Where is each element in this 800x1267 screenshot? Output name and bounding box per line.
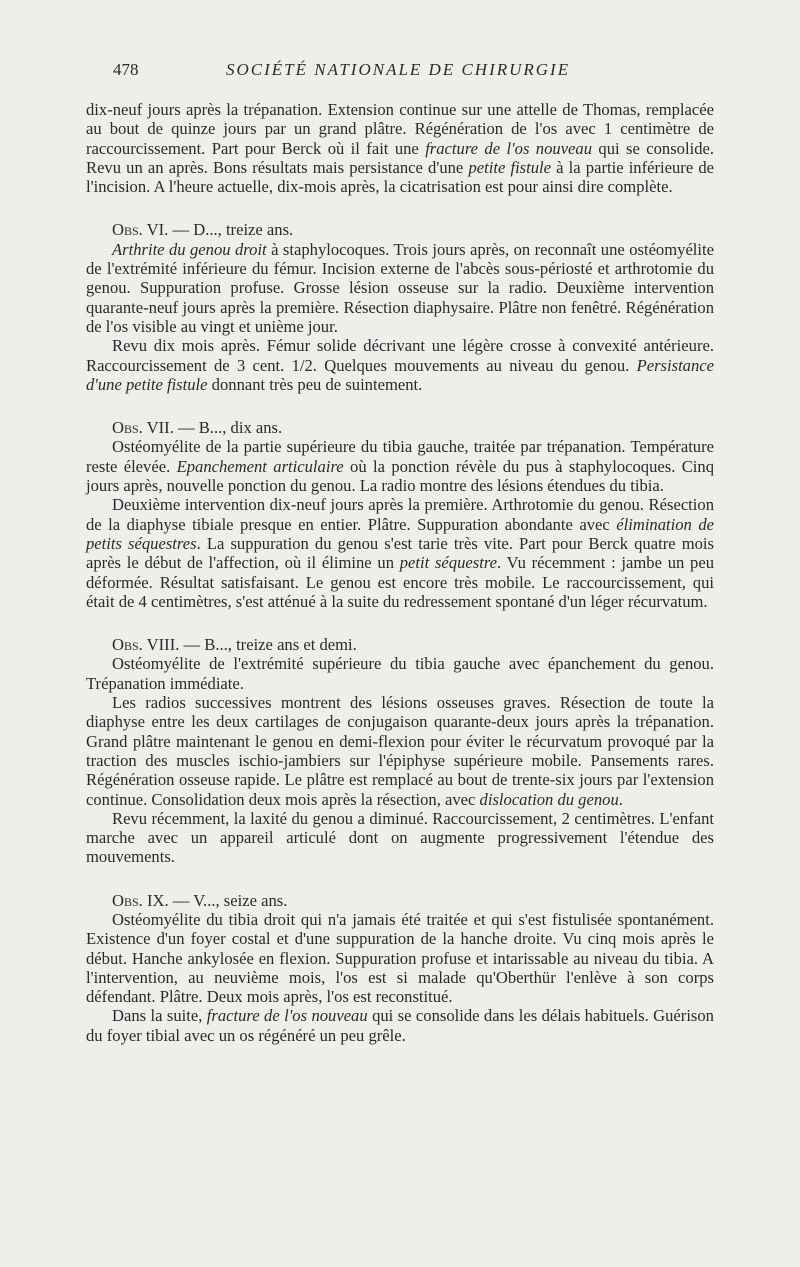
obs-6-paragraph-1: Arthrite du genou droit à staphylocoques. Trois jours après, on reconnaît une ostéomyélite de l'extrémité inférieure du fémur. Incision externe de l'abcès sous-périosté et arthrotomie du genou. Suppuration profuse. Grosse lésion osseuse sur la radio. Deuxième intervention quarante-neuf jours après la première. Résection diaphysaire. Plâtre non fenêtré. Régénération de l'os visible au vingt et unième jour. (86, 239, 714, 336)
page-header (113, 60, 713, 84)
obs-7-heading: Obs. VII. — B..., dix ans. (112, 418, 283, 438)
obs-7-paragraph-1: Ostéomyélite de la partie supérieure du tibia gauche, traitée par trépanation. Température reste élevée. Epanchement articulaire où la ponction révèle du pus à staphylocoques. Cinq jours après, nouvelle ponction du genou. La radio montre des lésions étendues du tibia. (86, 437, 715, 496)
obs-6-heading: Obs. VI. — D..., treize ans. (112, 220, 294, 240)
obs-7-paragraph-2: Deuxième intervention dix-neuf jours après la première. Arthrotomie du genou. Résection de la diaphyse tibiale presque en entier. Plâtre. Suppuration abondante avec élimination de petits séquestres. La suppuration du genou s'est tarie très vite. Part pour Berck quatre mois après le début de l'affection, où il élimine un petit séquestre. Vu récemment : jambe un peu déformée. Résultat satisfaisant. Le genou est encore très mobile. Le raccourcissement, qui était de 4 centimètres, s'est atténué à la suite du redressement spontané d'un léger récurvatum. (86, 495, 714, 611)
obs-8-paragraph-1: Ostéomyélite de l'extrémité supérieure du tibia gauche avec épanchement du genou. Trépanation immédiate. (86, 654, 714, 693)
obs-8-paragraph-3: Revu récemment, la laxité du genou a diminué. Raccourcissement, 2 centimètres. L'enfant marche avec un appareil articulé dont on augmente progressivement l'étendue des mouvements. (86, 808, 714, 867)
obs-9-paragraph-2: Dans la suite, fracture de l'os nouveau qui se consolide dans les délais habituels. Guérison du foyer tibial avec un os régénéré un peu grêle. (86, 1006, 714, 1045)
obs-8-paragraph-2: Les radios successives montrent des lésions osseuses graves. Résection de toute la diaphyse entre les deux cartilages de conjugaison quarante-deux jours après la trépanation. Grand plâtre maintenant le genou en demi-flexion pour éviter le récurvatum provoqué par la traction des muscles ischio-jambiers sur l'épiphyse supérieure mobile. Pansements rares. Régénération osseuse rapide. Le plâtre est remplacé au bout de trente-six jours par l'extension continue. Consolidation deux mois après la résection, avec dislocation du genou. (86, 693, 714, 809)
page-number: 478 (113, 60, 139, 79)
body-text (86, 100, 714, 1045)
obs-9-paragraph-1: Ostéomyélite du tibia droit qui n'a jamais été traitée et qui s'est fistulisée spontanément. Existence d'un foyer costal et d'une suppuration de la hanche droite. Vu cinq mois après le début. Hanche ankylosée en flexion. Suppuration profuse et intarissable au niveau du tibia. A l'intervention, au neuvième mois, l'os est si malade qu'Oberthür l'enlève à son corps défendant. Plâtre. Deux mois après, l'os est reconstitué. (86, 909, 714, 1007)
obs-6-paragraph-2: Revu dix mois après. Fémur solide décrivant une légère crosse à convexité antérieure. Raccourcissement de 3 cent. 1/2. Quelques mouvements au niveau du genou. Persistance d'une petite fistule donnant très peu de suintement. (86, 336, 714, 394)
running-title: SOCIÉTÉ NATIONALE DE CHIRURGIE (226, 60, 571, 79)
obs-9-heading: Obs. IX. — V..., seize ans. (112, 890, 288, 910)
continuation-paragraph: dix-neuf jours après la trépanation. Extension continue sur une attelle de Thomas, remplacée au bout de quinze jours par un grand plâtre. Régénération de l'os avec 1 centimètre de raccourcissement. Part pour Berck où il fait une fracture de l'os nouveau qui se consolide. Revu un an après. Bons résultats mais persistance d'une petite fistule à la partie inférieure de l'incision. A l'heure actuelle, dix-mois après, la cicatrisation est pour ainsi dire complète. (86, 100, 715, 197)
obs-8-heading: Obs. VIII. — B..., treize ans et demi. (112, 635, 357, 655)
